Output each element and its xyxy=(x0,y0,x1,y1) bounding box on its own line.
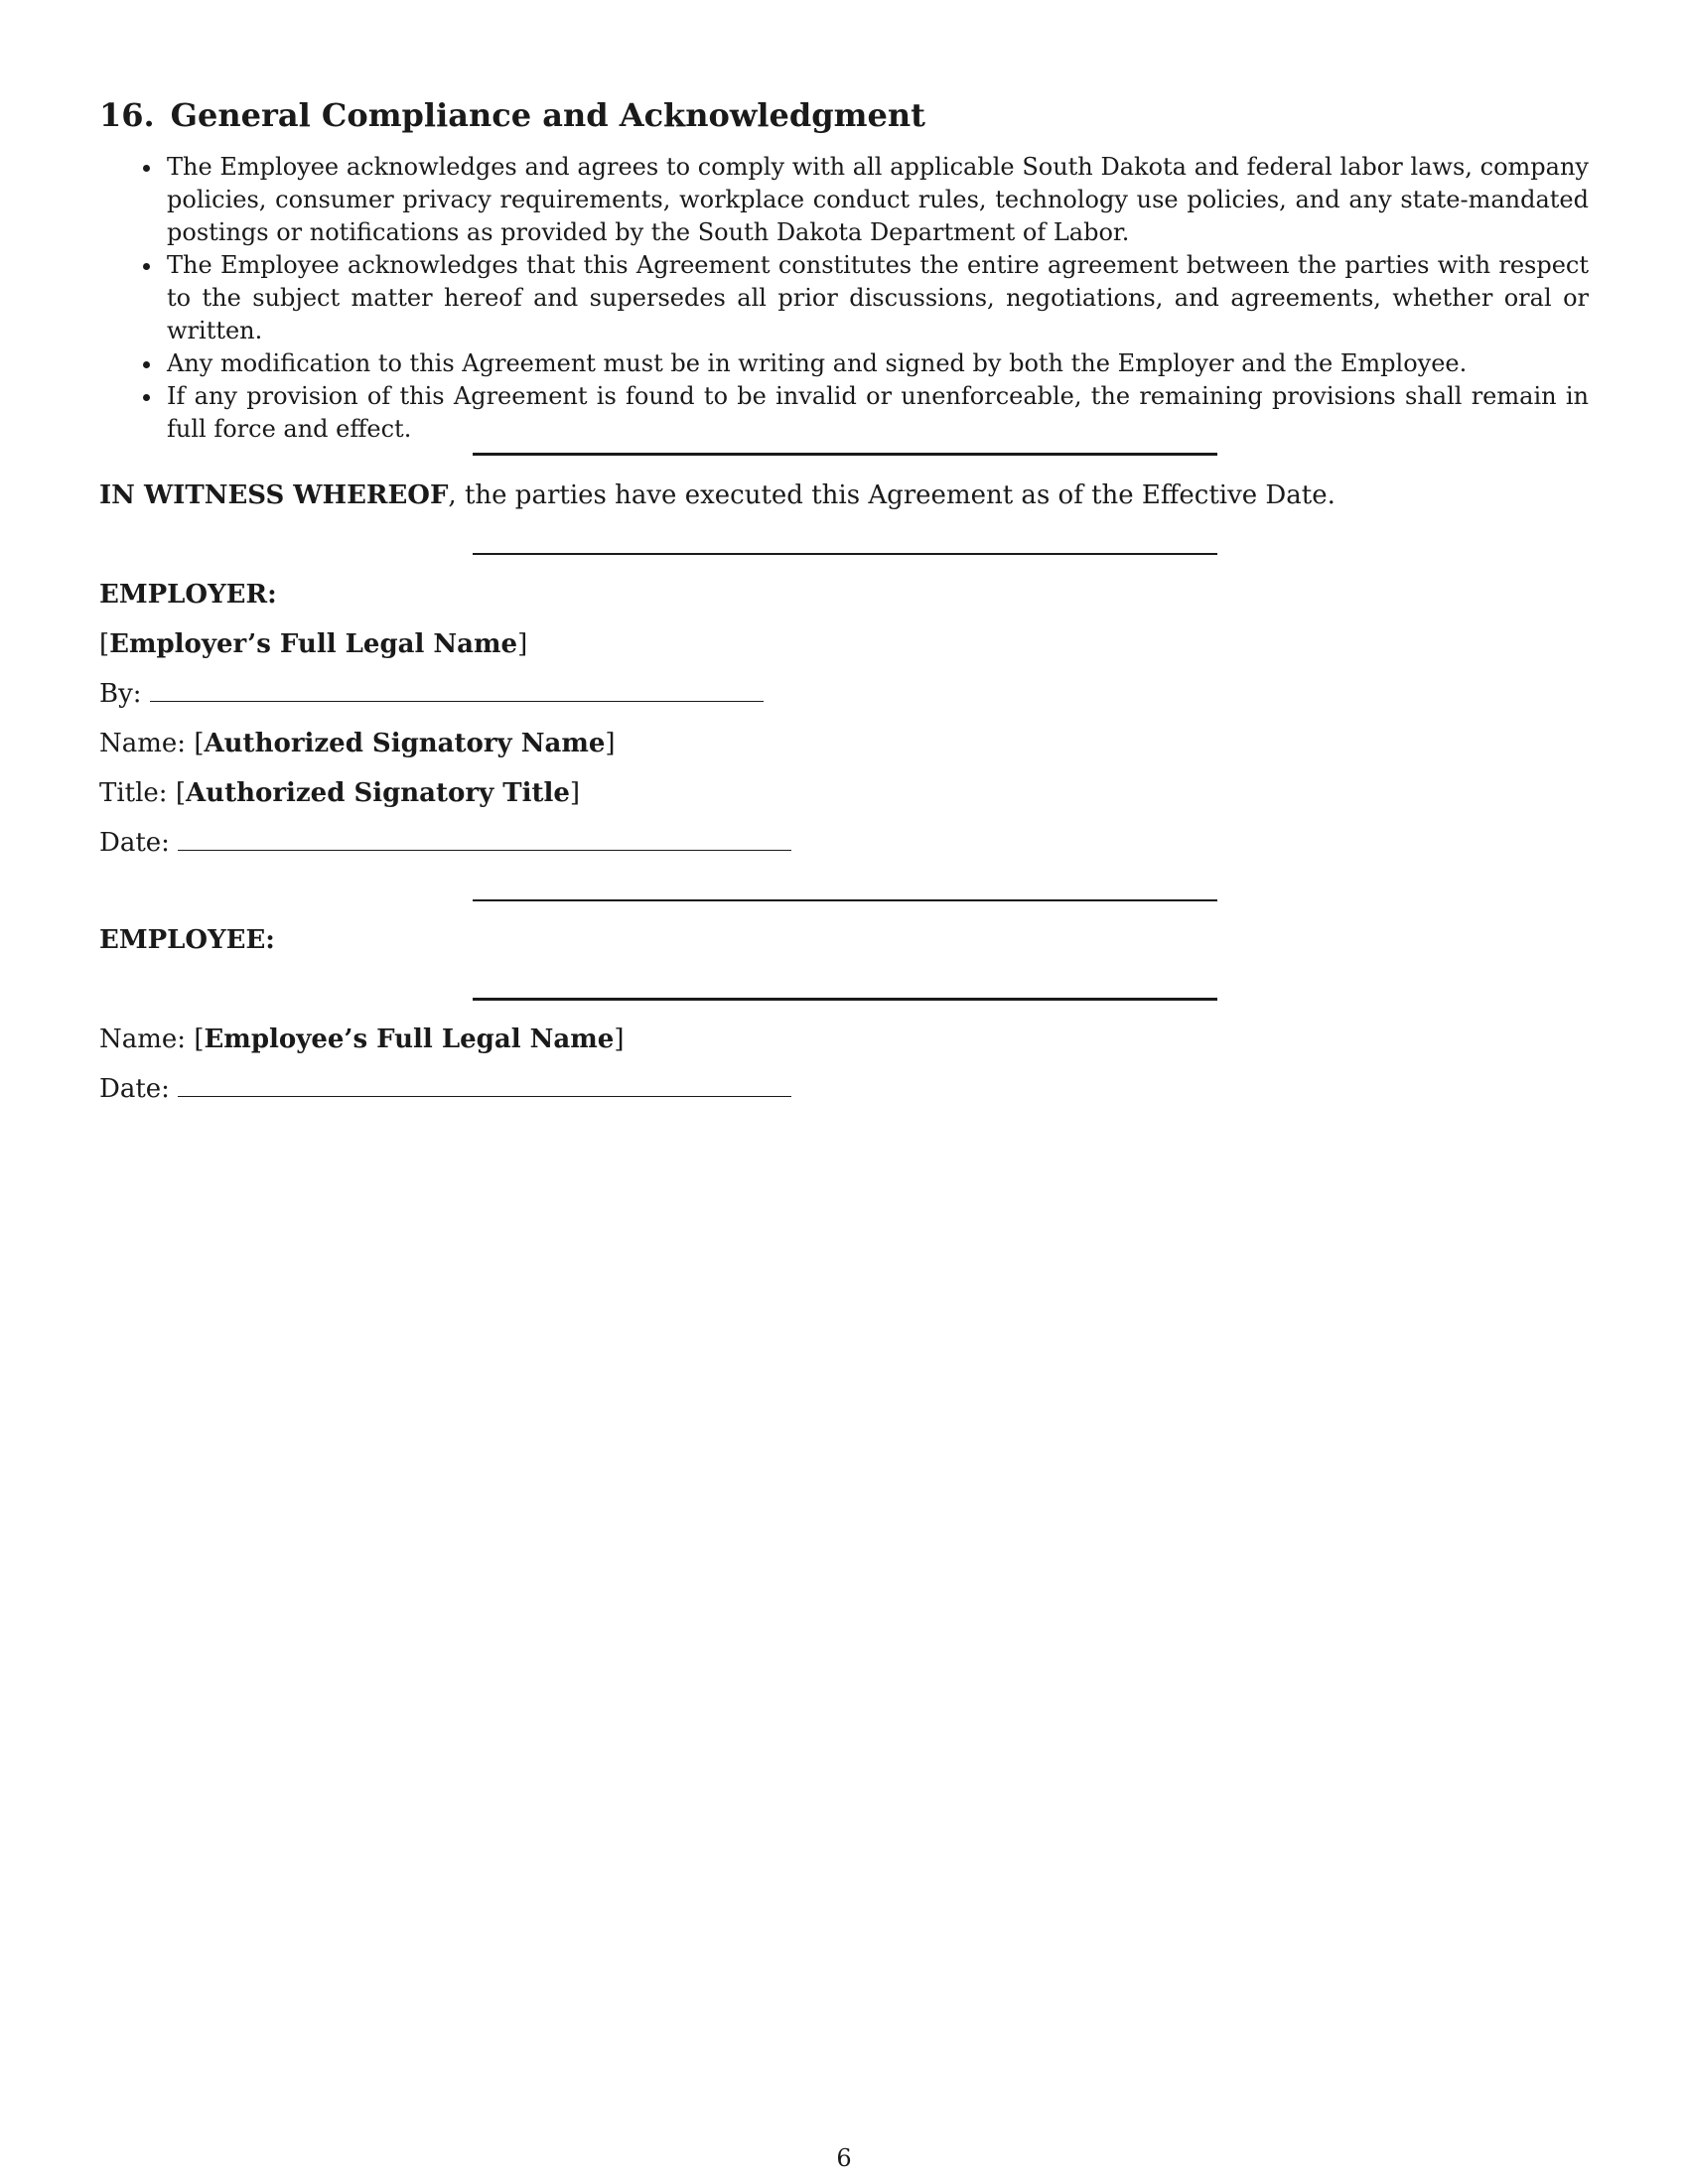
employer-date-line: Date: xyxy=(99,828,791,858)
compliance-bullet-list xyxy=(99,151,1589,446)
employer-name: Employer’s Full Legal Name xyxy=(109,629,518,659)
signatory-name: Authorized Signatory Name xyxy=(204,729,606,758)
divider xyxy=(473,453,1217,456)
section-number: 16. xyxy=(99,96,155,134)
bullet-icon xyxy=(143,394,150,401)
employee-heading: EMPLOYEE: xyxy=(99,925,275,955)
witness-statement xyxy=(99,480,1336,510)
list-item: Any modification to this Agreement must be in writing and signed by both the Employer and the Employee. xyxy=(99,347,1589,380)
bullet-icon xyxy=(143,263,150,270)
signatory-title: Authorized Signatory Title xyxy=(186,778,570,808)
employer-signature-field[interactable] xyxy=(150,681,764,702)
employee-date-line: Date: xyxy=(99,1074,791,1104)
page-number: 6 xyxy=(836,2144,852,2172)
employer-signature-line xyxy=(99,679,764,709)
employer-date-field[interactable] xyxy=(178,830,791,851)
section-heading xyxy=(99,96,925,134)
employee-signature-line[interactable] xyxy=(473,998,1217,1001)
bullet-icon xyxy=(143,165,150,172)
divider xyxy=(473,553,1217,555)
bullet-icon xyxy=(143,361,150,368)
list-item: The Employee acknowledges that this Agreement constitutes the entire agreement between the parties with respect to the subject matter hereof and supersedes all prior discussions, negotiations, and agreements, whether oral or written. xyxy=(99,249,1589,347)
employee-name: Employee’s Full Legal Name xyxy=(204,1024,615,1054)
employer-signatory-title-line: Title: [Authorized Signatory Title] xyxy=(99,778,581,808)
employee-name-line: Name: [Employee’s Full Legal Name] xyxy=(99,1024,625,1054)
witness-text: , the parties have executed this Agreement as of the Effective Date. xyxy=(448,480,1336,510)
employer-signatory-name-line: Name: [Authorized Signatory Name] xyxy=(99,729,616,758)
list-item: If any provision of this Agreement is found to be invalid or unenforceable, the remaining provisions shall remain in full force and effect. xyxy=(99,380,1589,446)
section-title: General Compliance and Acknowledgment xyxy=(170,96,925,134)
witness-lead: IN WITNESS WHEREOF xyxy=(99,480,449,510)
list-item: The Employee acknowledges and agrees to comply with all applicable South Dakota and federal labor laws, company policies, consumer privacy requirements, workplace conduct rules, technology use policies, and any state-mandated postings or notifications as provided by the South Dakota Department of Labor. xyxy=(99,151,1589,249)
employee-date-field[interactable] xyxy=(178,1076,791,1097)
by-label: By: xyxy=(99,679,142,709)
divider xyxy=(473,899,1217,901)
employer-heading: EMPLOYER: xyxy=(99,580,277,610)
employer-name-line: [Employer’s Full Legal Name] xyxy=(99,629,528,659)
